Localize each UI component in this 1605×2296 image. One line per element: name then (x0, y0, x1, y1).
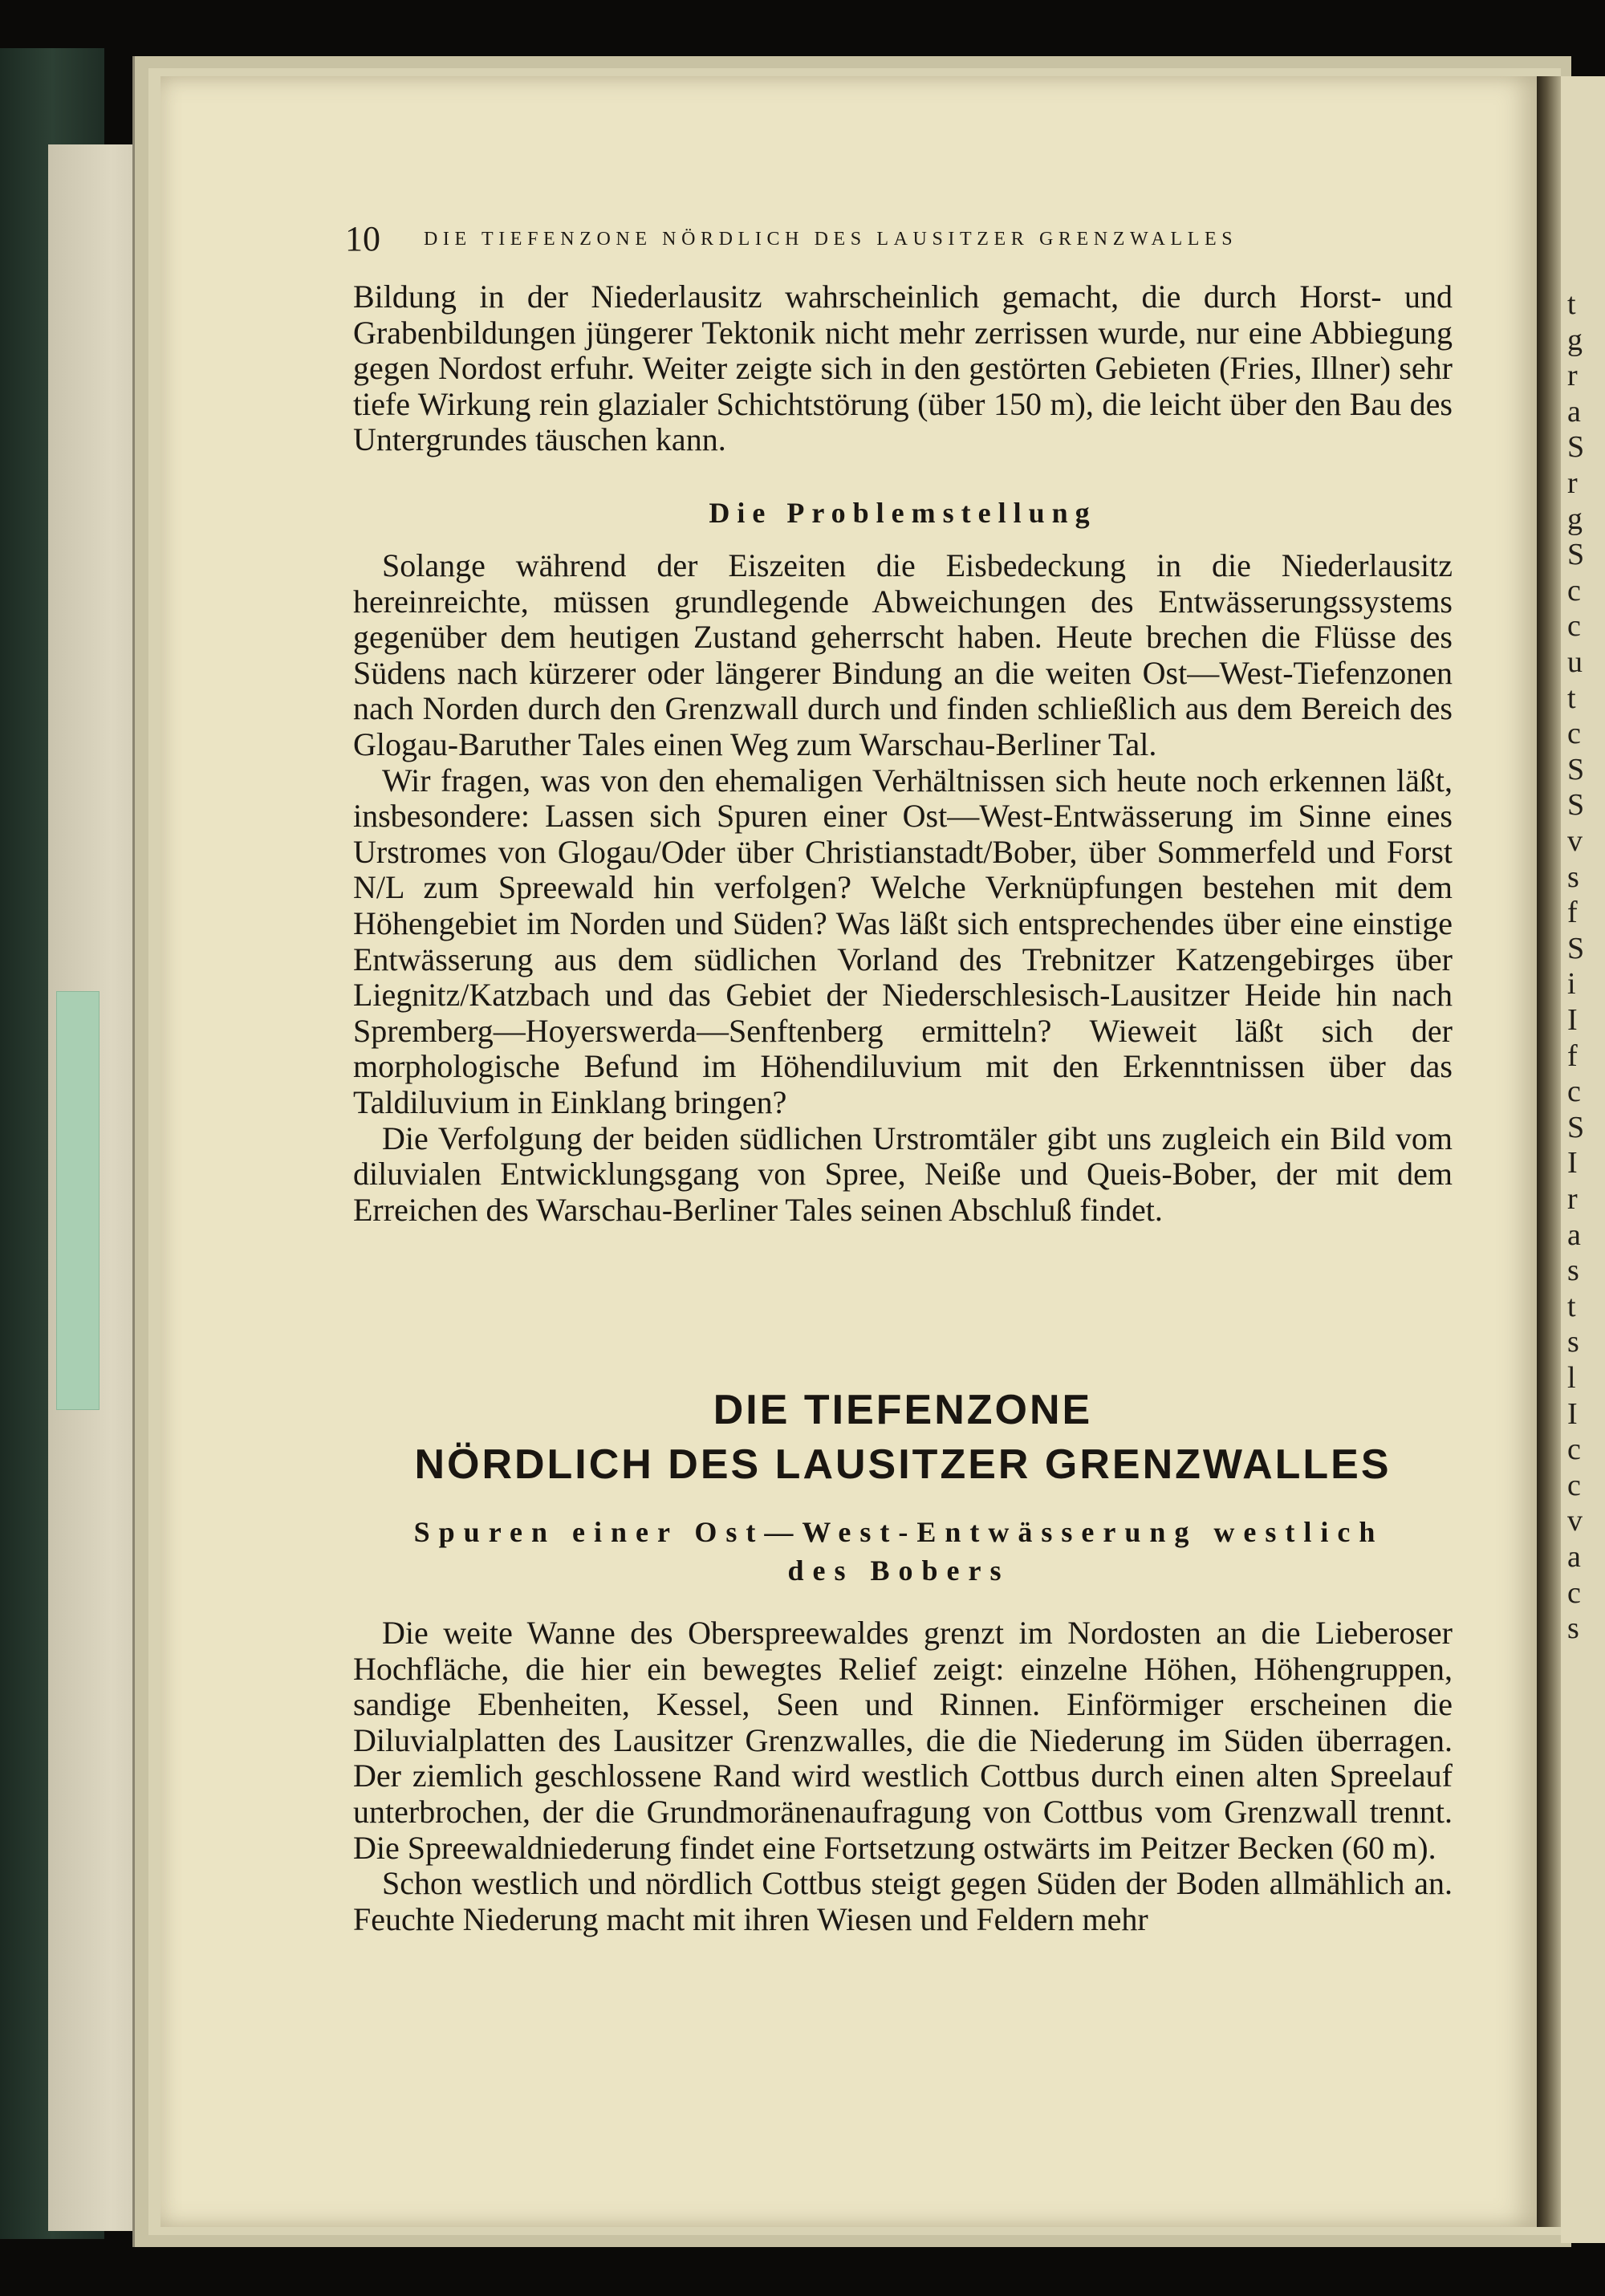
next-page-letter: i (1567, 967, 1576, 1002)
next-page-letter: s (1567, 1325, 1579, 1359)
chapter-subtitle-line-1: Spuren einer Ost—West-Entwässerung westlich (413, 1516, 1384, 1548)
chapter-subtitle-line-2: des Bobers (787, 1554, 1010, 1587)
bookmark-ribbon (56, 991, 100, 1410)
next-page-letter: r (1567, 1182, 1578, 1216)
next-page-letter: r (1567, 466, 1578, 500)
next-page-letter: S (1567, 538, 1585, 572)
next-page-letter: I (1567, 1396, 1578, 1431)
chapter-text (353, 1615, 1453, 1937)
next-page-letter: a (1567, 1217, 1581, 1252)
next-page-letter: c (1567, 1432, 1581, 1467)
next-page-letter: g (1567, 323, 1583, 357)
running-head: DIE TIEFENZONE NÖRDLICH DES LAUSITZER GRENZWALLES (424, 229, 1238, 250)
page-gutter-shadow (1537, 76, 1561, 2227)
next-page-letter: S (1567, 788, 1585, 823)
next-page-letter: S (1567, 430, 1585, 465)
next-page-letter: v (1567, 1504, 1583, 1538)
intro-text (353, 279, 1453, 458)
next-page-letter: c (1567, 573, 1581, 608)
next-page-letter: g (1567, 502, 1583, 536)
next-page-letter: s (1567, 859, 1579, 894)
paragraph: Die Verfolgung der beiden südlichen Urstromtäler gibt uns zugleich ein Bild vom diluvialen Entwicklungsgang von Spree, Neiße und Queis-Bober, der mit dem Erreichen des Warschau-Berliner Tales seinen Abschluß findet. (353, 1120, 1453, 1228)
next-page-letter: f (1567, 1038, 1578, 1073)
next-page-letter: u (1567, 645, 1583, 679)
chapter-title-line-1: DIE TIEFENZONE (713, 1387, 1093, 1433)
page-number: 10 (345, 219, 380, 258)
next-page-edge (1561, 76, 1605, 2243)
intro-paragraph: Bildung in der Niederlausitz wahrscheinlich gemacht, die durch Horst- und Grabenbildungen jüngerer Tektonik nicht mehr zerrissen wurde, nur eine Abbiegung gegen Nordost erfuhr. Weiter zeigte sich in den gestörten Gebieten (Fries, Illner) sehr tiefe Wirkung rein glazialer Schichtstörung (über 150 m), die leicht über den Bau des Untergrundes täuschen kann. (353, 278, 1453, 458)
next-page-letter: S (1567, 931, 1585, 965)
next-page-letter: c (1567, 1075, 1581, 1109)
chapter-title-line-2: NÖRDLICH DES LAUSITZER GRENZWALLES (414, 1441, 1392, 1488)
section-heading: Die Problemstellung (709, 497, 1097, 529)
next-page-letter: l (1567, 1361, 1576, 1395)
page-header (345, 215, 1453, 263)
paragraph: Wir fragen, was von den ehemaligen Verhältnissen sich heute noch erkennen läßt, insbesondere: Lassen sich Spuren einer Ost—West-Entwässerung im Sinne eines Urstromes von Glogau/Oder über Christianstadt/Bober, über Sommerfeld und Forst N/L zum Spreewald hin verfolgen? Welche Verknüpfungen bestehen mit dem Höhengebiet im Norden und Süden? Was läßt sich entsprechendes über eine einstige Entwässerung aus dem südlichen Vorland des Trebnitzer Katzengebirges über Liegnitz/Katzbach und das Gebiet der Niederschlesisch-Lausitzer Heide hin nach Spremberg—Hoyerswerda—Senftenberg ermitteln? Wieweit läßt sich der morphologische Befund im Höhendiluvium mit den Erkenntnissen über das Taldiluvium in Einklang bringen? (353, 762, 1453, 1120)
next-page-letter: I (1567, 1146, 1578, 1181)
next-page-letter: t (1567, 1289, 1576, 1323)
next-page-letter: c (1567, 1468, 1581, 1502)
next-page-letter: a (1567, 394, 1581, 429)
next-page-letter: c (1567, 609, 1581, 644)
paragraph: Solange während der Eiszeiten die Eisbedeckung in die Niederlausitz hereinreichte, müssen grundlegende Abweichungen des Entwässerungssystems gegenüber dem heutigen Zustand geherrscht haben. Heute brechen die Flüsse des Südens nach kürzerer oder längerer Bindung an die weiten Ost—West-Tiefenzonen nach Norden durch den Grenzwall durch und finden schließlich aus dem Bereich des Glogau-Baruther Tales einen Weg zum Warschau-Berliner Tal. (353, 547, 1453, 762)
next-page-letter: r (1567, 359, 1578, 393)
next-page-letter: t (1567, 287, 1576, 321)
next-page-letter: s (1567, 1611, 1579, 1646)
next-page-letter: c (1567, 1575, 1581, 1610)
next-page-letter: I (1567, 1003, 1578, 1037)
next-page-letter: S (1567, 752, 1585, 786)
next-page-letter: a (1567, 1540, 1581, 1574)
next-page-letter: t (1567, 681, 1576, 715)
next-page-letter: c (1567, 717, 1581, 751)
next-page-letter: S (1567, 1110, 1585, 1144)
problem-section-text (353, 548, 1453, 1228)
next-page-letter: f (1567, 896, 1578, 930)
paragraph: Schon westlich und nördlich Cottbus steigt gegen Süden der Boden allmählich an. Feuchte Niederung macht mit ihren Wiesen und Feldern mehr (353, 1865, 1453, 1937)
next-page-letter: s (1567, 1254, 1579, 1288)
next-page-letter: v (1567, 824, 1583, 858)
paragraph: Die weite Wanne des Oberspreewaldes grenzt im Nordosten an die Lieberoser Hochfläche, die hier ein bewegtes Relief zeigt: einzelne Höhen, Höhengruppen, sandige Ebenheiten, Kessel, Seen und Rinnen. Einförmiger erscheinen die Diluvialplatten des Lausitzer Grenzwalles, die die Niederung im Süden überragen. Der ziemlich geschlossene Rand wird westlich Cottbus durch einen alten Spreelauf unterbrochen, der die Grundmoränenaufragung von Cottbus vom Grenzwall trennt. Die Spreewaldniederung findet eine Fortsetzung ostwärts im Peitzer Becken (60 m). (353, 1615, 1453, 1866)
